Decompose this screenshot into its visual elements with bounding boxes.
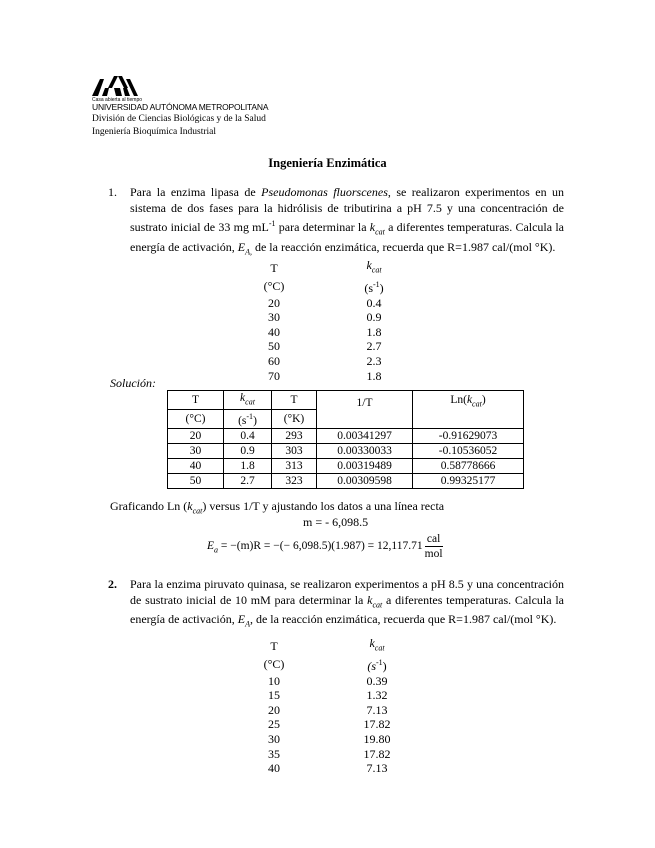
col-header-kcat: $k_{cat}$ [369, 636, 385, 653]
table-header-row [168, 391, 524, 410]
solution-label: Solución: [110, 376, 156, 390]
university-name: UNIVERSIDAD AUTÓNOMA METROPOLITANA [92, 102, 269, 112]
table-row: 60 2.3 [268, 353, 382, 368]
table-row: 50 2.7 323 0.00309598 0.99325177 [168, 474, 524, 489]
uam-logo [92, 76, 152, 96]
table-row: 50 2.7 [268, 339, 382, 354]
table-row: 20 7.13 [268, 702, 388, 717]
table-row: 35 17.82 [268, 746, 391, 761]
problem-2-data-table [252, 636, 402, 776]
activation-energy-formula: $E_a = -(m)R$ = −(− 6,098.5)(1.987) = 12,117.71 $\frac{\text{cal}}{\text{mol}}$ [207, 533, 443, 560]
problem-1-number: 1. [108, 185, 117, 199]
sol-unit-kcat: $(s^{-1})$ [224, 410, 272, 429]
problem-2-statement: Para la enzima piruvato quinasa, se realizaron experimentos a pH 8.5 y una concentración de sustrato inicial de 10 mM para determinar la $k_{cat}$ a diferentes temperaturas. Calcula la energía de activación, $E_A$, de la reacción enzimática, recuerda que R=1.987 cal/(mol °K). [130, 577, 564, 629]
problem-1-data-table [252, 258, 396, 383]
table-row: 30 0.9 303 0.00330033 -0.10536052 [168, 444, 524, 459]
col-unit-kcat: $(s^{-1})$ [367, 657, 387, 673]
program-name: Ingeniería Bioquímica Industrial [92, 127, 216, 137]
table-row: 40 7.13 [268, 761, 388, 776]
page-title: Ingeniería Enzimática [268, 156, 387, 170]
table-header-row [252, 258, 396, 278]
slope-value: m = - 6,098.5 [303, 515, 369, 529]
sol-unit-t: (°C) [168, 410, 224, 429]
uam-logo-icon [92, 76, 138, 96]
col-unit-t: (°C) [263, 657, 285, 672]
table-header-row [252, 636, 402, 656]
table-row: 40 1.8 [268, 324, 382, 339]
problem-2-number: 2. [108, 577, 117, 591]
table-row: 25 17.82 [268, 717, 391, 732]
sol-col-ln: $Ln(k_{cat})$ [413, 391, 524, 429]
col-unit-kcat: $(s^{-1})$ [364, 279, 384, 295]
table-row: 20 0.4 [268, 295, 382, 310]
col-header-kcat: $k_{cat}$ [366, 258, 382, 275]
table-row: 20 0.4 293 0.00341297 -0.91629073 [168, 429, 524, 444]
sol-unit-tk: (°K) [272, 410, 317, 429]
university-motto: Casa abierta al tiempo [92, 97, 143, 103]
table-row: 70 1.8 [268, 368, 382, 383]
problem-1-statement: Para la enzima lipasa de Pseudomonas fluorscenes, se realizaron experimentos en un sistema de dos fases para la hidrólisis de tributirina a pH 7.5 y una concentración de sustrato inicial de 33 mg $mL^{-1}$ para determinar la $k_{cat}$ a diferentes temperaturas. Calcula la energía de activación, $E_{A,}$ de la reacción enzimática, recuerda que R=1.987 cal/(mol °K). [130, 185, 564, 257]
sol-col-t: T [168, 391, 224, 410]
sol-col-inv: 1/T [317, 391, 413, 429]
solution-explanation: Graficando Ln $(k_{cat})$ versus 1/T y ajustando los datos a una línea recta [110, 499, 445, 516]
table-row: 15 1.32 [268, 688, 388, 703]
sol-col-tk: T [272, 391, 317, 410]
table-row: 30 19.80 [268, 731, 391, 746]
units-fraction: $\frac{\text{cal}}{\text{mol}}$ [424, 533, 443, 560]
table-header-row [252, 656, 402, 674]
solution-table [167, 390, 524, 489]
division-name: División de Ciencias Biológicas y de la Salud [92, 114, 266, 124]
table-row: 30 0.9 [268, 310, 382, 325]
table-header-row [252, 278, 396, 296]
col-unit-t: (°C) [263, 279, 285, 294]
table-row: 10 0.39 [268, 673, 388, 688]
col-header-t: T [270, 260, 278, 275]
table-row: 40 1.8 313 0.00319489 0.58778666 [168, 459, 524, 474]
col-header-t: T [270, 638, 278, 653]
sol-col-kcat: $k_{cat}$ [224, 391, 272, 410]
